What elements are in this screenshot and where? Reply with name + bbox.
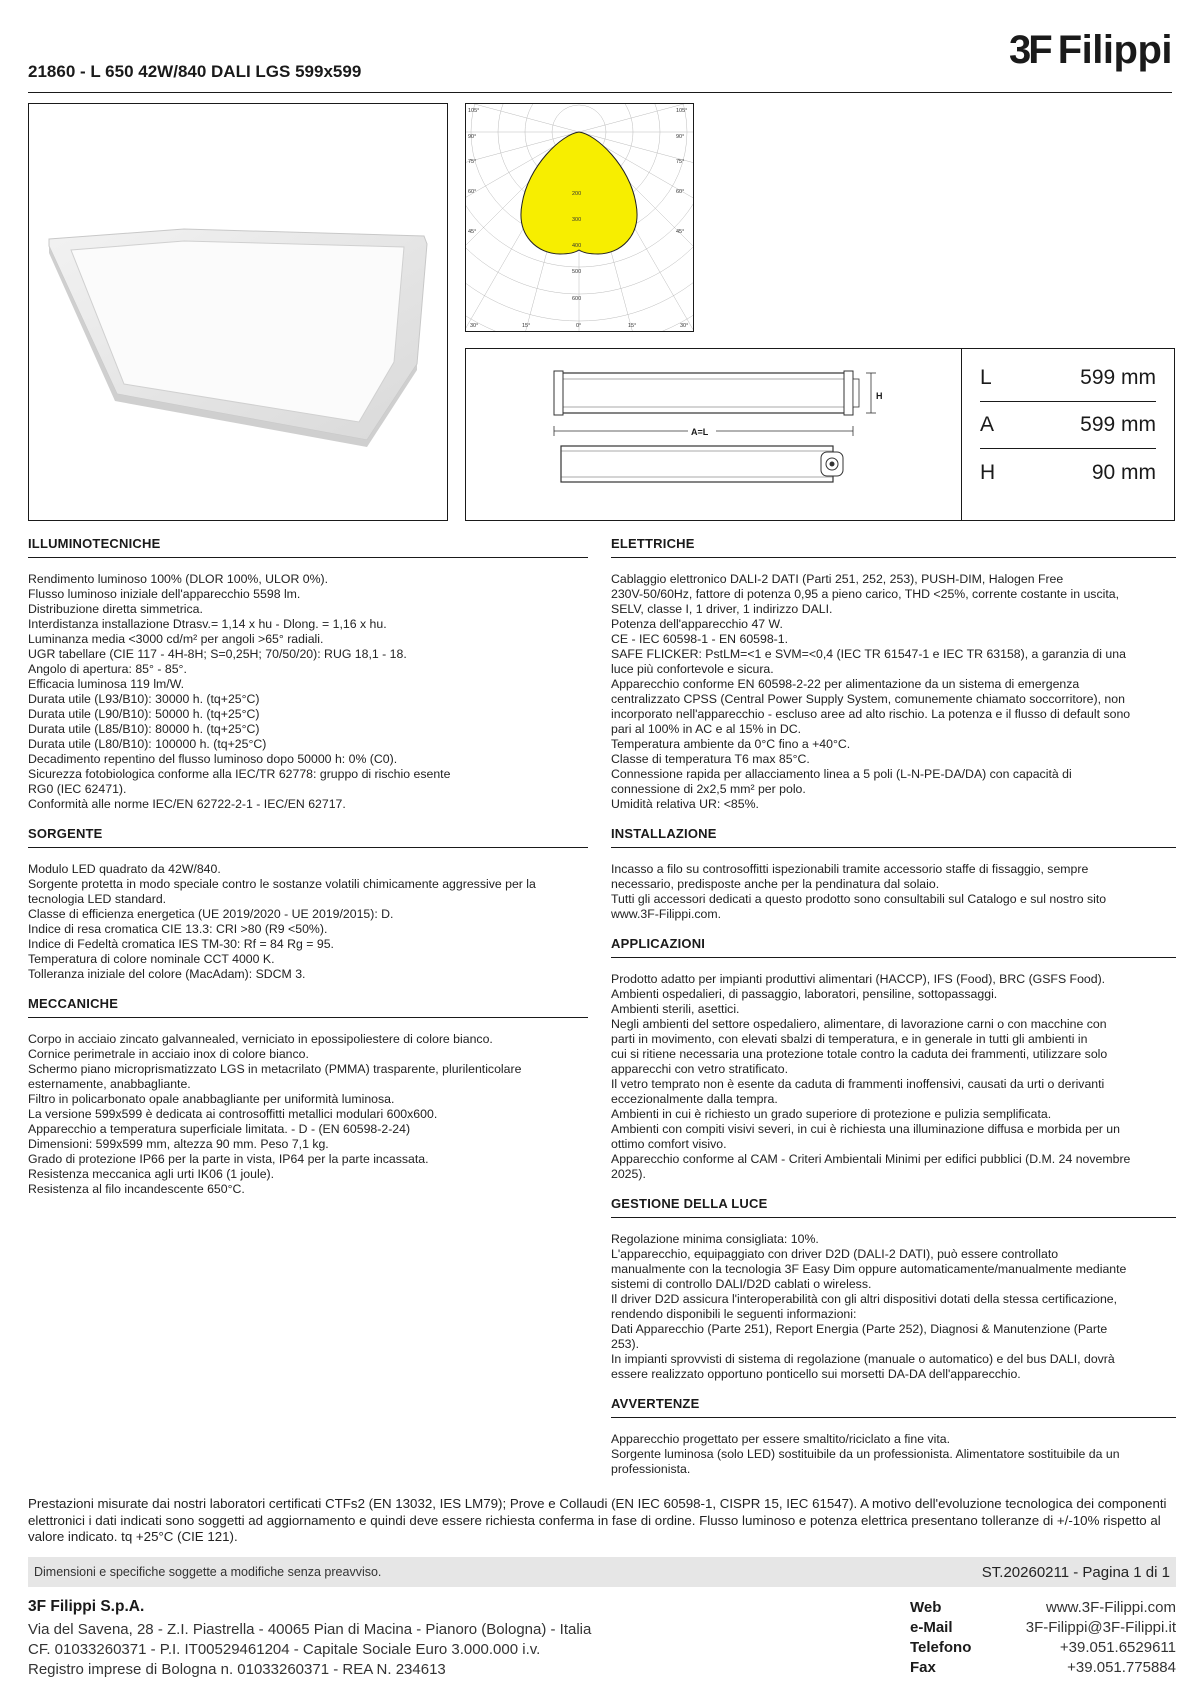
polar-angle-label: 15° — [522, 323, 531, 329]
spec-line: 230V-50/60Hz, fattore di potenza 0,95 a pieno carico, THD <25%, corrente costante in uscita, — [611, 587, 1120, 601]
spec-line: Luminanza media <3000 cd/m² per angoli >65° radiali. — [28, 632, 324, 646]
spec-line: Distribuzione diretta simmetrica. — [28, 602, 203, 616]
dim-row-height — [980, 449, 1156, 496]
spec-section — [611, 936, 1176, 1182]
spec-line: Conformità alle norme IEC/EN 62722-2-1 - IEC/EN 62717. — [28, 797, 346, 811]
spec-line: Ambienti ospedalieri, di passaggio, laboratori, pensiline, sottopassaggi. — [611, 987, 998, 1001]
polar-angle-label: 60° — [676, 189, 685, 195]
polar-angle-label: 90° — [468, 134, 477, 140]
section-body — [611, 1432, 1176, 1477]
spec-line: CE - IEC 60598-1 - EN 60598-1. — [611, 632, 789, 646]
spec-line: Apparecchio conforme al CAM - Criteri Ambientali Minimi per edifici pubblici (D.M. 24 novembre — [611, 1152, 1131, 1166]
spec-line: www.3F-Filippi.com. — [611, 907, 722, 921]
polar-radial-label: 400 — [572, 243, 582, 249]
spec-line: 2025). — [611, 1167, 646, 1181]
spec-line: Indice di resa cromatica CIE 13.3: CRI >80 (R9 <50%). — [28, 922, 328, 936]
polar-angle-label: 75° — [468, 159, 477, 165]
company-address: Via del Savena, 28 - Z.I. Piastrella - 40065 Pian di Macina - Pianoro (Bologna) - Italia — [28, 1621, 592, 1638]
contact-email — [910, 1618, 1176, 1638]
spec-line: Classe di temperatura T6 max 85°C. — [611, 752, 810, 766]
spec-line: Cornice perimetrale in acciaio inox di colore bianco. — [28, 1047, 309, 1061]
web-link[interactable]: www.3F-Filippi.com — [1045, 1599, 1176, 1616]
spec-line: In impianti sprovvisti di sistema di regolazione (manuale o automatico) e del bus DALI, dovrà — [611, 1352, 1115, 1366]
section-body — [611, 1232, 1176, 1382]
polar-angle-label: 60° — [468, 189, 477, 195]
spec-line: Durata utile (L90/B10): 50000 h. (tq+25°C) — [28, 707, 260, 721]
spec-line: ottimo comfort visivo. — [611, 1137, 727, 1151]
disclaimer-bar — [28, 1557, 1176, 1587]
disclaimer-text: Dimensioni e specifiche soggette a modifiche senza preavviso. — [34, 1565, 382, 1579]
spec-line: Interdistanza installazione Dtrasv.= 1,14 x hu - Dlong. = 1,16 x hu. — [28, 617, 387, 631]
dimensions-panel — [465, 348, 1175, 521]
contact-list — [910, 1598, 1176, 1678]
spec-line: eccezionalmente dalla tempra. — [611, 1092, 778, 1106]
spec-line: Tolleranza iniziale del colore (MacAdam): SDCM 3. — [28, 967, 306, 981]
document-reference: ST.20260211 - Pagina 1 di 1 — [981, 1563, 1170, 1581]
spec-line: Filtro in policarbonato opale anabbagliante per uniformità luminosa. — [28, 1092, 395, 1106]
spec-line: esternamente, anabbagliante. — [28, 1077, 191, 1091]
contact-web — [910, 1598, 1176, 1618]
dim-row-width — [980, 402, 1156, 449]
spec-line: SAFE FLICKER: PstLM=<1 e SVM=<0,4 (IEC TR 61547-1 e IEC TR 63158), a garanzia di una — [611, 647, 1126, 661]
spec-section — [28, 536, 588, 812]
spec-line: connessione di 2x2,5 mm² per polo. — [611, 782, 806, 796]
panel-illustration — [29, 104, 447, 520]
spec-section — [28, 826, 588, 982]
polar-angle-label: 90° — [676, 134, 685, 140]
dimension-drawing — [466, 349, 962, 520]
spec-line: Dimensioni: 599x599 mm, altezza 90 mm. Peso 7,1 kg. — [28, 1137, 329, 1151]
spec-line: Ambienti con compiti visivi severi, in cui è richiesta una illuminazione diffusa e morbida per un — [611, 1122, 1120, 1136]
spec-line: Umidità relativa UR: <85%. — [611, 797, 759, 811]
dim-value: 599 mm — [1080, 366, 1156, 389]
section-heading: AVVERTENZE — [611, 1396, 1176, 1418]
spec-line: Il vetro temprato non è esente da caduta di frammenti inoffensivi, causati da urti o derivanti — [611, 1077, 1105, 1091]
spec-line: necessario, predisposte anche per la pendinatura dal solaio. — [611, 877, 940, 891]
contact-phone — [910, 1638, 1176, 1658]
spec-section — [611, 536, 1176, 812]
spec-line: Corpo in acciaio zincato galvannealed, verniciato in epossipoliestere di colore bianco. — [28, 1032, 493, 1046]
al-label: A=L — [691, 427, 709, 437]
spec-line: centralizzato CPSS (Central Power Supply System, comunemente chiamato soccorritore), non — [611, 692, 1125, 706]
spec-line: Il driver D2D assicura l'interoperabilità con gli altri dispositivi dotati della stessa certificazione, — [611, 1292, 1118, 1306]
side-view-drawing — [466, 349, 960, 520]
spec-line: Incasso a filo su controsoffitti ispezionabili tramite accessorio staffe di fissaggio, sempre — [611, 862, 1089, 876]
polar-angle-label: 105° — [468, 108, 480, 114]
spec-line: professionista. — [611, 1462, 691, 1476]
spec-line: Apparecchio progettato per essere smaltito/riciclato a fine vita. — [611, 1432, 951, 1446]
contact-fax — [910, 1658, 1176, 1678]
section-heading: ILLUMINOTECNICHE — [28, 536, 588, 558]
spec-line: Ambienti in cui è richiesto un grado superiore di protezione e pulizia semplificata. — [611, 1107, 1052, 1121]
polar-angle-label: 30° — [680, 323, 689, 329]
contact-label: Telefono — [910, 1639, 972, 1656]
polar-radial-label: 300 — [572, 217, 582, 223]
contact-label: e-Mail — [910, 1619, 953, 1636]
section-body — [28, 572, 588, 812]
spec-line: manualmente con la tecnologia 3F Easy Dim oppure automaticamente/manualmente mediante — [611, 1262, 1127, 1276]
h-label: H — [876, 391, 883, 401]
phone-number: +39.051.6529611 — [1059, 1639, 1176, 1656]
left-spec-column — [28, 536, 588, 1211]
spec-line: RG0 (IEC 62471). — [28, 782, 127, 796]
dim-key: L — [980, 366, 992, 389]
dimension-table — [962, 349, 1174, 520]
spec-line: essere realizzato opportuno ponticello sui morsetti DA-DA dell'apparecchio. — [611, 1367, 1021, 1381]
polar-angle-label: 15° — [628, 323, 637, 329]
spec-line: luce più confortevole e sicura. — [611, 662, 774, 676]
fax-number: +39.051.775884 — [1067, 1659, 1176, 1676]
product-title: 21860 - L 650 42W/840 DALI LGS 599x599 — [28, 62, 362, 81]
spec-line: tecnologia LED standard. — [28, 892, 167, 906]
spec-line: Regolazione minima consigliata: 10%. — [611, 1232, 819, 1246]
section-body — [611, 862, 1176, 922]
spec-line: Prodotto adatto per impianti produttivi alimentari (HACCP), IFS (Food), BRC (GSFS Food). — [611, 972, 1106, 986]
spec-line: cui si ritiene necessaria una protezione totale contro la caduta dei frammenti, utilizzare solo — [611, 1047, 1108, 1061]
spec-line: Ambienti sterili, asettici. — [611, 1002, 740, 1016]
measurement-footnote: Prestazioni misurate dai nostri laboratori certificati CTFs2 (EN 13032, IES LM79); Prove e Collaudi (EN IEC 60598-1, CISPR 15, IEC 61547). A motivo dell'evoluzione tecnologica dei componenti elettronici i dati indicati sono soggetti ad aggiornamento e quindi deve essere richiesta conferma in fase di ordine. Flusso luminoso e potenza elettrica presentano tolleranze di +/-10% rispetto al valore indicato. tq +25°C (CIE 121). — [28, 1496, 1167, 1544]
polar-radial-label: 600 — [572, 296, 582, 302]
spec-line: Temperatura di colore nominale CCT 4000 K. — [28, 952, 275, 966]
polar-radial-label: 500 — [572, 269, 582, 275]
company-tax-info: CF. 01033260371 - P.I. IT00529461204 - Capitale Sociale Euro 3.000.000 i.v. — [28, 1641, 541, 1658]
spec-line: L'apparecchio, equipaggiato con driver D2D (DALI-2 DATI), può essere controllato — [611, 1247, 1059, 1261]
spec-line: Flusso luminoso iniziale dell'apparecchio 5598 lm. — [28, 587, 301, 601]
spec-line: Durata utile (L85/B10): 80000 h. (tq+25°C) — [28, 722, 260, 736]
spec-line: Dati Apparecchio (Parte 251), Report Energia (Parte 252), Diagnosi & Manutenzione (Parte — [611, 1322, 1108, 1336]
spec-line: Schermo piano microprismatizzato LGS in metacrilato (PMMA) trasparente, plurilenticolare — [28, 1062, 522, 1076]
spec-line: Angolo di apertura: 85° - 85°. — [28, 662, 187, 676]
company-info — [28, 1598, 728, 1680]
spec-line: Resistenza al filo incandescente 650°C. — [28, 1182, 245, 1196]
spec-line: Indice di Fedeltà cromatica IES TM-30: Rf = 84 Rg = 95. — [28, 937, 334, 951]
section-body — [28, 862, 588, 982]
section-body — [611, 972, 1176, 1182]
section-heading: GESTIONE DELLA LUCE — [611, 1196, 1176, 1218]
product-photo — [28, 103, 448, 521]
spec-line: Durata utile (L93/B10): 30000 h. (tq+25°C) — [28, 692, 260, 706]
spec-line: Sicurezza fotobiologica conforme alla IEC/TR 62778: gruppo di rischio esente — [28, 767, 451, 781]
spec-line: Durata utile (L80/B10): 100000 h. (tq+25°C) — [28, 737, 267, 751]
right-spec-column — [611, 536, 1176, 1491]
polar-angle-label: 105° — [676, 108, 688, 114]
spec-line: La versione 599x599 è dedicata ai controsoffitti metallici modulari 600x600. — [28, 1107, 438, 1121]
spec-line: Tutti gli accessori dedicati a questo prodotto sono consultabili sul Catalogo e sul nostro sito — [611, 892, 1107, 906]
spec-line: Rendimento luminoso 100% (DLOR 100%, ULOR 0%). — [28, 572, 329, 586]
polar-angle-label: 0° — [576, 323, 582, 329]
spec-line: Apparecchio a temperatura superficiale limitata. - D - (EN 60598-2-24) — [28, 1122, 411, 1136]
spec-section — [611, 1396, 1176, 1477]
spec-line: Sorgente protetta in modo speciale contro le sostanze volatili chimicamente aggressive per la — [28, 877, 536, 891]
section-heading: APPLICAZIONI — [611, 936, 1176, 958]
spec-line: Grado di protezione IP66 per la parte in vista, IP64 per la parte incassata. — [28, 1152, 429, 1166]
dim-key: H — [980, 460, 996, 484]
spec-section — [28, 996, 588, 1197]
spec-line: incorporato nell'apparecchio - escluso aree ad alto rischio. La potenza e il flusso di default sono — [611, 707, 1131, 721]
spec-line: Potenza dell'apparecchio 47 W. — [611, 617, 783, 631]
dim-row-length — [980, 355, 1156, 402]
spec-line: Classe di efficienza energetica (UE 2019/2020 - UE 2019/2015): D. — [28, 907, 394, 921]
logo-wordmark: Filippi — [1057, 28, 1172, 72]
spec-line: Cablaggio elettronico DALI-2 DATI (Parti 251, 252, 253), PUSH-DIM, Halogen Free — [611, 572, 1064, 586]
polar-angle-label: 45° — [468, 229, 477, 235]
header-divider — [28, 92, 1172, 93]
spec-line: 253). — [611, 1337, 640, 1351]
polar-radial-label: 200 — [572, 191, 582, 197]
dim-value: 90 mm — [1091, 460, 1156, 484]
spec-line: Apparecchio conforme EN 60598-2-22 per alimentazione da un sistema di emergenza — [611, 677, 1080, 691]
spec-line: apparecchi con vetro stratificato. — [611, 1062, 789, 1076]
email-link[interactable]: 3F-Filippi@3F-Filippi.it — [1025, 1619, 1176, 1636]
photometric-diagram — [465, 103, 694, 332]
spec-line: rendendo disponibili le seguenti informazioni: — [611, 1307, 857, 1321]
contact-label: Fax — [910, 1659, 936, 1676]
spec-line: pari al 100% in AC e al 15% in DC. — [611, 722, 802, 736]
section-heading: ELETTRICHE — [611, 536, 1176, 558]
company-name: 3F Filippi S.p.A. — [28, 1598, 145, 1615]
spec-section — [611, 1196, 1176, 1382]
spec-line: sistemi di controllo DALI/D2D cablati o wireless. — [611, 1277, 872, 1291]
spec-line: Temperatura ambiente da 0°C fino a +40°C. — [611, 737, 851, 751]
spec-line: Decadimento repentino del flusso luminoso dopo 50000 h: 0% (C0). — [28, 752, 398, 766]
logo-mark: 3F — [1009, 28, 1050, 72]
dim-value: 599 mm — [1080, 413, 1156, 436]
spec-line: Resistenza meccanica agli urti IK06 (1 joule). — [28, 1167, 275, 1181]
spec-section — [611, 826, 1176, 922]
section-body — [28, 1032, 588, 1197]
dim-key: A — [980, 413, 995, 436]
section-body — [611, 572, 1176, 812]
section-heading: INSTALLAZIONE — [611, 826, 1176, 848]
spec-line: Connessione rapida per allacciamento linea a 5 poli (L-N-PE-DA/DA) con capacità di — [611, 767, 1072, 781]
polar-angle-label: 45° — [676, 229, 685, 235]
brand-logo — [1009, 28, 1172, 73]
spec-line: parti in movimento, con elevati sbalzi di temperatura, e in generale in tutti gli ambienti in — [611, 1032, 1088, 1046]
spec-line: Modulo LED quadrato da 42W/840. — [28, 862, 221, 876]
section-heading: MECCANICHE — [28, 996, 588, 1018]
polar-angle-label: 75° — [676, 159, 685, 165]
spec-line: Efficacia luminosa 119 lm/W. — [28, 677, 185, 691]
spec-line: Sorgente luminosa (solo LED) sostituibile da un professionista. Alimentatore sostituibile da un — [611, 1447, 1120, 1461]
contact-label: Web — [910, 1599, 942, 1616]
polar-angle-label: 30° — [470, 323, 479, 329]
spec-line: Negli ambienti del settore ospedaliero, alimentare, di lavorazione carni o con macchine con — [611, 1017, 1107, 1031]
spec-line: SELV, classe I, 1 driver, 1 indirizzo DALI. — [611, 602, 833, 616]
spec-line: UGR tabellare (CIE 117 - 4H-8H; S=0,25H; 70/50/20): RUG 18,1 - 18. — [28, 647, 407, 661]
section-heading: SORGENTE — [28, 826, 588, 848]
company-registry: Registro imprese di Bologna n. 01033260371 - REA N. 234613 — [28, 1661, 446, 1678]
polar-chart — [466, 104, 693, 331]
